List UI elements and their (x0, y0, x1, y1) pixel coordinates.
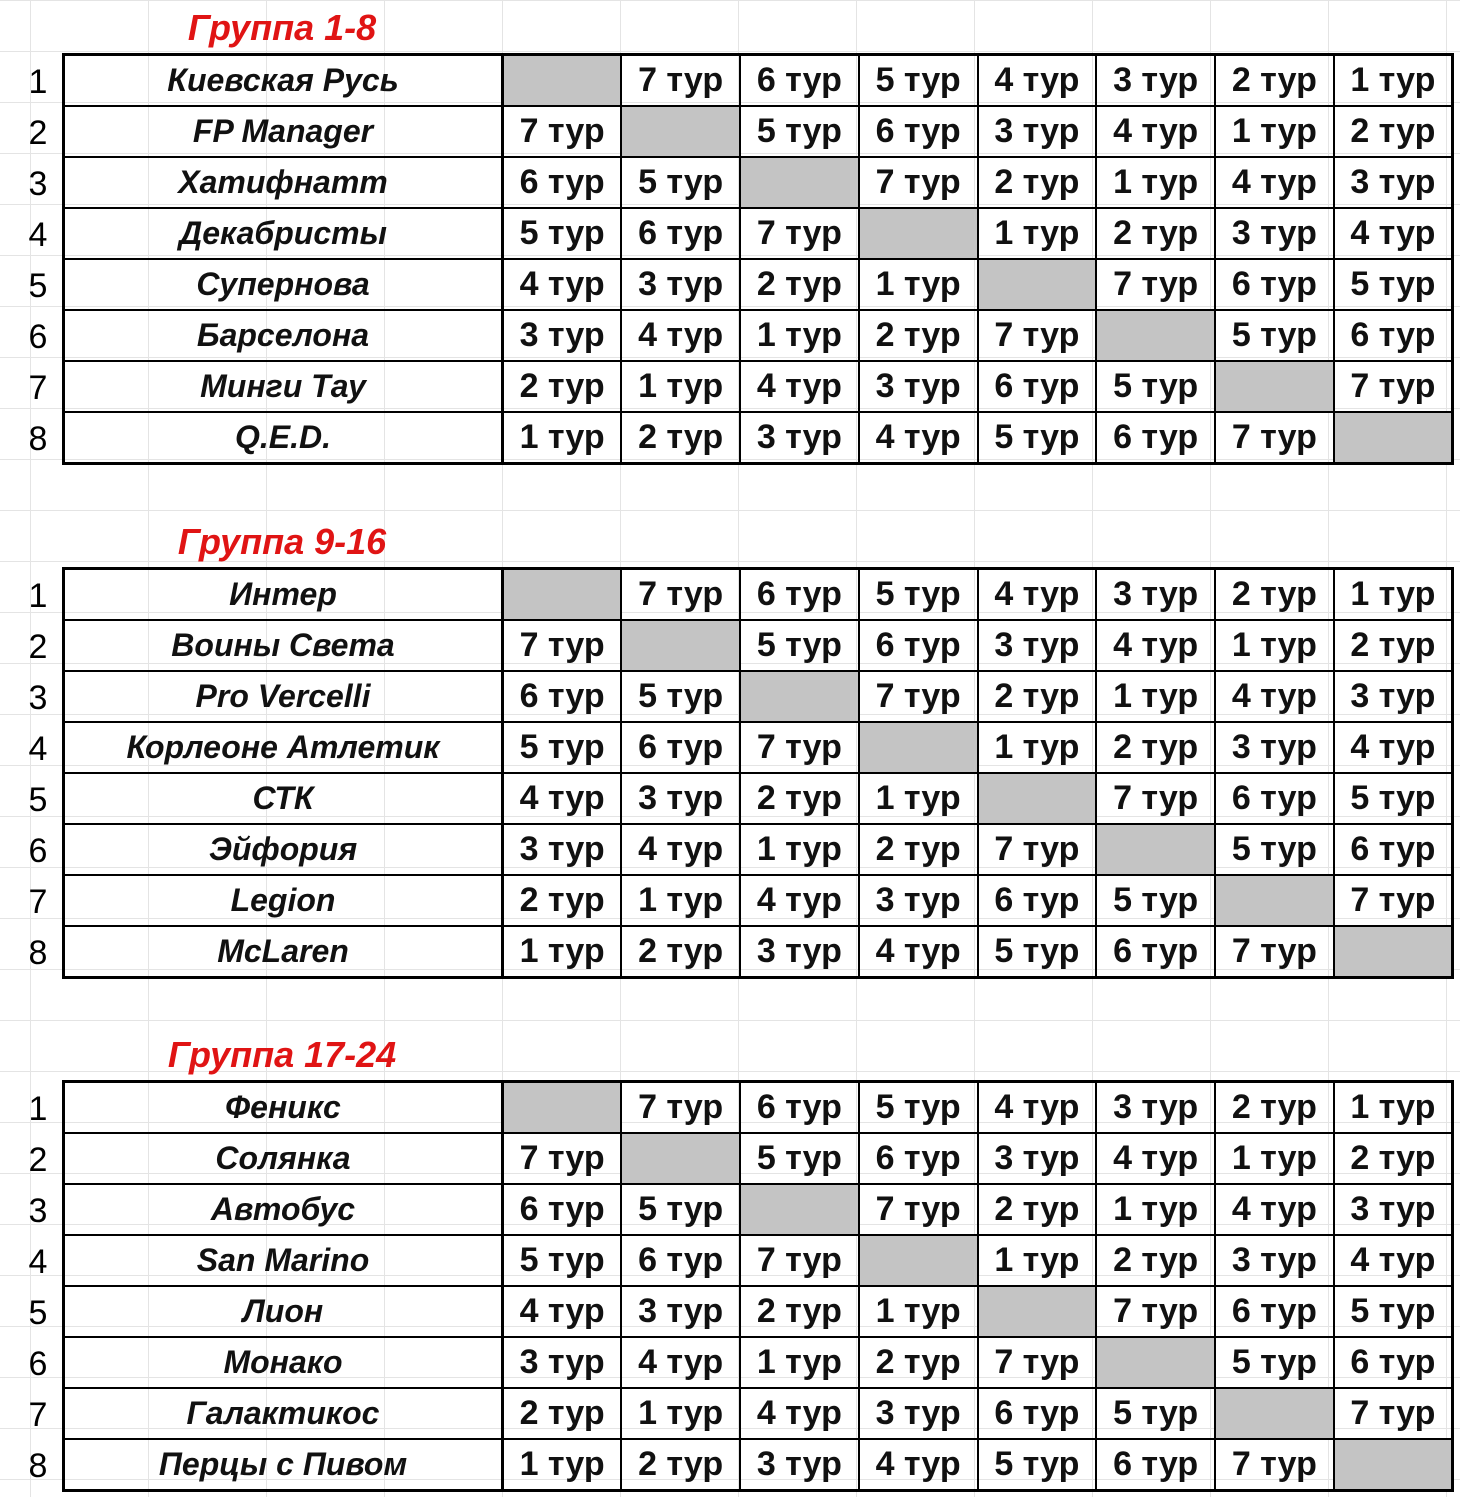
team-name-cell: СТК (64, 773, 503, 824)
round-cell: 2 тур (740, 1286, 859, 1337)
table-row (64, 1337, 1453, 1388)
round-cell: 2 тур (503, 361, 622, 412)
team-name-cell: Киевская Русь (64, 55, 503, 107)
round-cell: 4 тур (1215, 157, 1334, 208)
round-cell: 1 тур (621, 875, 740, 926)
round-cell: 4 тур (740, 361, 859, 412)
round-cell: 3 тур (1215, 208, 1334, 259)
team-name-cell: Автобус (64, 1184, 503, 1235)
round-cell: 5 тур (978, 412, 1097, 464)
row-number: 2 (28, 628, 48, 666)
row-number: 5 (28, 781, 48, 819)
blank-cell (1334, 412, 1453, 464)
blank-cell (740, 157, 859, 208)
blank-cell (503, 55, 622, 107)
blank-cell (978, 773, 1097, 824)
round-cell: 3 тур (1334, 671, 1453, 722)
round-cell: 1 тур (503, 1439, 622, 1491)
round-cell: 1 тур (1096, 671, 1215, 722)
round-cell: 3 тур (740, 926, 859, 978)
round-cell: 3 тур (978, 620, 1097, 671)
table-row (64, 1082, 1453, 1134)
blank-cell (621, 106, 740, 157)
table-row (64, 569, 1453, 621)
round-cell: 1 тур (503, 926, 622, 978)
row-numbers (0, 1084, 62, 1492)
round-cell: 1 тур (740, 824, 859, 875)
table-row (64, 1439, 1453, 1491)
round-cell: 3 тур (503, 310, 622, 361)
round-cell: 6 тур (621, 1235, 740, 1286)
round-cell: 3 тур (978, 106, 1097, 157)
round-cell: 5 тур (621, 157, 740, 208)
round-cell: 3 тур (1334, 1184, 1453, 1235)
team-name-cell: Перцы с Пивом (64, 1439, 503, 1491)
team-name-cell: Эйфория (64, 824, 503, 875)
table-row (64, 1235, 1453, 1286)
round-cell: 7 тур (978, 310, 1097, 361)
round-cell: 6 тур (1334, 310, 1453, 361)
blank-cell (859, 722, 978, 773)
round-cell: 6 тур (1096, 412, 1215, 464)
row-number: 8 (28, 934, 48, 972)
table-row (64, 1184, 1453, 1235)
round-cell: 3 тур (740, 1439, 859, 1491)
table-row (64, 773, 1453, 824)
round-cell: 1 тур (503, 412, 622, 464)
round-cell: 6 тур (978, 875, 1097, 926)
round-cell: 3 тур (1096, 55, 1215, 107)
round-cell: 4 тур (859, 412, 978, 464)
blank-cell (978, 259, 1097, 310)
schedule-table (62, 53, 1454, 465)
round-cell: 6 тур (859, 620, 978, 671)
round-cell: 6 тур (1096, 1439, 1215, 1491)
row-number: 3 (28, 679, 48, 717)
round-cell: 5 тур (1096, 1388, 1215, 1439)
team-name-cell: Солянка (64, 1133, 503, 1184)
round-cell: 7 тур (978, 824, 1097, 875)
group-title: Группа 9-16 (177, 521, 387, 562)
team-name-cell: Legion (64, 875, 503, 926)
row-number: 1 (28, 577, 48, 615)
table-row (64, 1388, 1453, 1439)
team-name-cell: Хатифнатт (64, 157, 503, 208)
round-cell: 1 тур (1215, 620, 1334, 671)
round-cell: 5 тур (1334, 259, 1453, 310)
team-name-cell: Минги Тау (64, 361, 503, 412)
round-cell: 2 тур (1096, 1235, 1215, 1286)
blank-cell (621, 620, 740, 671)
blank-cell (621, 1133, 740, 1184)
round-cell: 4 тур (740, 1388, 859, 1439)
table-row (64, 824, 1453, 875)
row-number: 1 (28, 63, 48, 101)
row-number: 6 (28, 832, 48, 870)
blank-cell (1096, 1337, 1215, 1388)
round-cell: 2 тур (859, 824, 978, 875)
row-numbers (0, 57, 62, 465)
row-number: 7 (28, 369, 48, 407)
round-cell: 5 тур (740, 620, 859, 671)
round-cell: 5 тур (1215, 824, 1334, 875)
table-row (64, 106, 1453, 157)
round-cell: 4 тур (978, 55, 1097, 107)
round-cell: 7 тур (740, 208, 859, 259)
round-cell: 2 тур (740, 259, 859, 310)
round-cell: 6 тур (978, 361, 1097, 412)
group-title: Группа 17-24 (167, 1034, 397, 1075)
schedule-table (62, 1080, 1454, 1492)
round-cell: 3 тур (740, 412, 859, 464)
round-cell: 7 тур (503, 620, 622, 671)
row-number: 3 (28, 165, 48, 203)
table-row (64, 1133, 1453, 1184)
round-cell: 6 тур (621, 208, 740, 259)
round-cell: 1 тур (859, 773, 978, 824)
round-cell: 2 тур (1096, 208, 1215, 259)
round-cell: 3 тур (1096, 1082, 1215, 1134)
blank-cell (1215, 361, 1334, 412)
round-cell: 5 тур (1096, 361, 1215, 412)
round-cell: 5 тур (1215, 310, 1334, 361)
round-cell: 7 тур (978, 1337, 1097, 1388)
round-cell: 2 тур (1334, 620, 1453, 671)
round-cell: 2 тур (503, 875, 622, 926)
round-cell: 7 тур (1215, 1439, 1334, 1491)
round-cell: 7 тур (859, 157, 978, 208)
round-cell: 2 тур (859, 310, 978, 361)
round-cell: 3 тур (1334, 157, 1453, 208)
round-cell: 6 тур (978, 1388, 1097, 1439)
row-number: 6 (28, 318, 48, 356)
round-cell: 4 тур (621, 1337, 740, 1388)
round-cell: 5 тур (859, 1082, 978, 1134)
round-cell: 7 тур (503, 106, 622, 157)
round-cell: 3 тур (503, 1337, 622, 1388)
round-cell: 5 тур (503, 1235, 622, 1286)
round-cell: 6 тур (859, 1133, 978, 1184)
table-row (64, 875, 1453, 926)
blank-cell (1096, 310, 1215, 361)
round-cell: 5 тур (978, 926, 1097, 978)
round-cell: 6 тур (740, 55, 859, 107)
table-row (64, 620, 1453, 671)
round-cell: 7 тур (1215, 412, 1334, 464)
round-cell: 6 тур (621, 722, 740, 773)
round-cell: 4 тур (978, 1082, 1097, 1134)
round-cell: 6 тур (1215, 773, 1334, 824)
round-cell: 1 тур (978, 722, 1097, 773)
round-cell: 7 тур (1334, 1388, 1453, 1439)
round-cell: 5 тур (1334, 1286, 1453, 1337)
round-cell: 2 тур (1215, 1082, 1334, 1134)
blank-cell (978, 1286, 1097, 1337)
team-name-cell: Q.E.D. (64, 412, 503, 464)
round-cell: 2 тур (1334, 1133, 1453, 1184)
round-cell: 6 тур (1215, 1286, 1334, 1337)
team-name-cell: Монако (64, 1337, 503, 1388)
team-name-cell: Лион (64, 1286, 503, 1337)
row-number: 3 (28, 1192, 48, 1230)
table-row (64, 722, 1453, 773)
row-number: 1 (28, 1090, 48, 1128)
round-cell: 3 тур (1096, 569, 1215, 621)
blank-cell (859, 1235, 978, 1286)
table-row (64, 157, 1453, 208)
round-cell: 5 тур (978, 1439, 1097, 1491)
table-row (64, 208, 1453, 259)
blank-cell (740, 671, 859, 722)
round-cell: 5 тур (1334, 773, 1453, 824)
group-title: Группа 1-8 (187, 7, 377, 48)
table-row (64, 1286, 1453, 1337)
team-name-cell: Pro Vercelli (64, 671, 503, 722)
blank-cell (503, 569, 622, 621)
round-cell: 6 тур (1215, 259, 1334, 310)
round-cell: 4 тур (740, 875, 859, 926)
table-row (64, 412, 1453, 464)
round-cell: 6 тур (740, 569, 859, 621)
round-cell: 3 тур (859, 361, 978, 412)
row-number: 4 (28, 216, 48, 254)
team-name-cell: FP Manager (64, 106, 503, 157)
team-name-cell: Феникс (64, 1082, 503, 1134)
round-cell: 5 тур (621, 1184, 740, 1235)
blank-cell (503, 1082, 622, 1134)
round-cell: 2 тур (740, 773, 859, 824)
round-cell: 6 тур (1334, 1337, 1453, 1388)
round-cell: 4 тур (1096, 620, 1215, 671)
round-cell: 3 тур (621, 1286, 740, 1337)
round-cell: 1 тур (621, 1388, 740, 1439)
blank-cell (1215, 1388, 1334, 1439)
round-cell: 2 тур (1215, 569, 1334, 621)
row-number: 4 (28, 730, 48, 768)
round-cell: 7 тур (1096, 773, 1215, 824)
row-number: 7 (28, 1396, 48, 1434)
round-cell: 3 тур (621, 259, 740, 310)
round-cell: 2 тур (1334, 106, 1453, 157)
blank-cell (1096, 824, 1215, 875)
round-cell: 7 тур (621, 1082, 740, 1134)
round-cell: 6 тур (1334, 824, 1453, 875)
row-number: 6 (28, 1345, 48, 1383)
round-cell: 2 тур (978, 1184, 1097, 1235)
round-cell: 3 тур (859, 875, 978, 926)
row-number: 5 (28, 267, 48, 305)
round-cell: 5 тур (740, 106, 859, 157)
team-name-cell: Интер (64, 569, 503, 621)
round-cell: 2 тур (859, 1337, 978, 1388)
round-cell: 3 тур (978, 1133, 1097, 1184)
team-name-cell: Корлеоне Атлетик (64, 722, 503, 773)
round-cell: 1 тур (1215, 1133, 1334, 1184)
round-cell: 4 тур (1334, 722, 1453, 773)
round-cell: 7 тур (859, 1184, 978, 1235)
round-cell: 5 тур (503, 722, 622, 773)
round-cell: 7 тур (740, 722, 859, 773)
round-cell: 5 тур (1215, 1337, 1334, 1388)
round-cell: 6 тур (503, 671, 622, 722)
round-cell: 1 тур (1334, 55, 1453, 107)
team-name-cell: Барселона (64, 310, 503, 361)
round-cell: 5 тур (621, 671, 740, 722)
round-cell: 5 тур (503, 208, 622, 259)
team-name-cell: Супернова (64, 259, 503, 310)
round-cell: 1 тур (1096, 157, 1215, 208)
round-cell: 4 тур (1096, 106, 1215, 157)
round-cell: 5 тур (740, 1133, 859, 1184)
table-row (64, 361, 1453, 412)
row-number: 8 (28, 1447, 48, 1485)
round-cell: 1 тур (740, 310, 859, 361)
team-name-cell: Декабристы (64, 208, 503, 259)
table-row (64, 926, 1453, 978)
round-cell: 7 тур (1334, 361, 1453, 412)
round-cell: 7 тур (1096, 259, 1215, 310)
row-numbers (0, 571, 62, 979)
round-cell: 4 тур (1334, 1235, 1453, 1286)
round-cell: 2 тур (978, 671, 1097, 722)
round-cell: 6 тур (740, 1082, 859, 1134)
round-cell: 7 тур (621, 55, 740, 107)
round-cell: 4 тур (621, 824, 740, 875)
round-cell: 6 тур (859, 106, 978, 157)
round-cell: 2 тур (621, 926, 740, 978)
round-cell: 1 тур (621, 361, 740, 412)
round-cell: 7 тур (859, 671, 978, 722)
round-cell: 7 тур (503, 1133, 622, 1184)
round-cell: 7 тур (1096, 1286, 1215, 1337)
round-cell: 2 тур (503, 1388, 622, 1439)
round-cell: 1 тур (978, 1235, 1097, 1286)
round-cell: 4 тур (1215, 1184, 1334, 1235)
team-name-cell: Галактикос (64, 1388, 503, 1439)
blank-cell (1215, 875, 1334, 926)
round-cell: 4 тур (859, 1439, 978, 1491)
round-cell: 2 тур (1215, 55, 1334, 107)
blank-cell (740, 1184, 859, 1235)
row-number: 8 (28, 420, 48, 458)
round-cell: 3 тур (859, 1388, 978, 1439)
schedule-table (62, 567, 1454, 979)
round-cell: 6 тур (503, 1184, 622, 1235)
round-cell: 7 тур (1215, 926, 1334, 978)
round-cell: 3 тур (1215, 722, 1334, 773)
round-cell: 2 тур (621, 1439, 740, 1491)
round-cell: 4 тур (978, 569, 1097, 621)
round-cell: 1 тур (1334, 1082, 1453, 1134)
blank-cell (1334, 1439, 1453, 1491)
round-cell: 1 тур (740, 1337, 859, 1388)
round-cell: 1 тур (1096, 1184, 1215, 1235)
round-cell: 2 тур (1096, 722, 1215, 773)
round-cell: 3 тур (621, 773, 740, 824)
round-cell: 1 тур (859, 1286, 978, 1337)
round-cell: 4 тур (1334, 208, 1453, 259)
round-cell: 2 тур (621, 412, 740, 464)
row-number: 4 (28, 1243, 48, 1281)
round-cell: 5 тур (859, 569, 978, 621)
round-cell: 5 тур (1096, 875, 1215, 926)
round-cell: 1 тур (1334, 569, 1453, 621)
round-cell: 6 тур (503, 157, 622, 208)
row-number: 5 (28, 1294, 48, 1332)
round-cell: 1 тур (1215, 106, 1334, 157)
round-cell: 7 тур (621, 569, 740, 621)
round-cell: 3 тур (1215, 1235, 1334, 1286)
table-row (64, 259, 1453, 310)
row-number: 2 (28, 1141, 48, 1179)
team-name-cell: Воины Света (64, 620, 503, 671)
blank-cell (1334, 926, 1453, 978)
round-cell: 1 тур (859, 259, 978, 310)
round-cell: 1 тур (978, 208, 1097, 259)
round-cell: 3 тур (503, 824, 622, 875)
table-row (64, 671, 1453, 722)
table-row (64, 55, 1453, 107)
round-cell: 7 тур (1334, 875, 1453, 926)
round-cell: 6 тур (1096, 926, 1215, 978)
table-row (64, 310, 1453, 361)
round-cell: 4 тур (1096, 1133, 1215, 1184)
round-cell: 4 тур (503, 773, 622, 824)
row-number: 7 (28, 883, 48, 921)
round-cell: 4 тур (621, 310, 740, 361)
blank-cell (859, 208, 978, 259)
round-cell: 7 тур (740, 1235, 859, 1286)
round-cell: 5 тур (859, 55, 978, 107)
team-name-cell: San Marino (64, 1235, 503, 1286)
round-cell: 4 тур (503, 1286, 622, 1337)
round-cell: 4 тур (859, 926, 978, 978)
row-number: 2 (28, 114, 48, 152)
round-cell: 2 тур (978, 157, 1097, 208)
round-cell: 4 тур (1215, 671, 1334, 722)
team-name-cell: McLaren (64, 926, 503, 978)
round-cell: 4 тур (503, 259, 622, 310)
